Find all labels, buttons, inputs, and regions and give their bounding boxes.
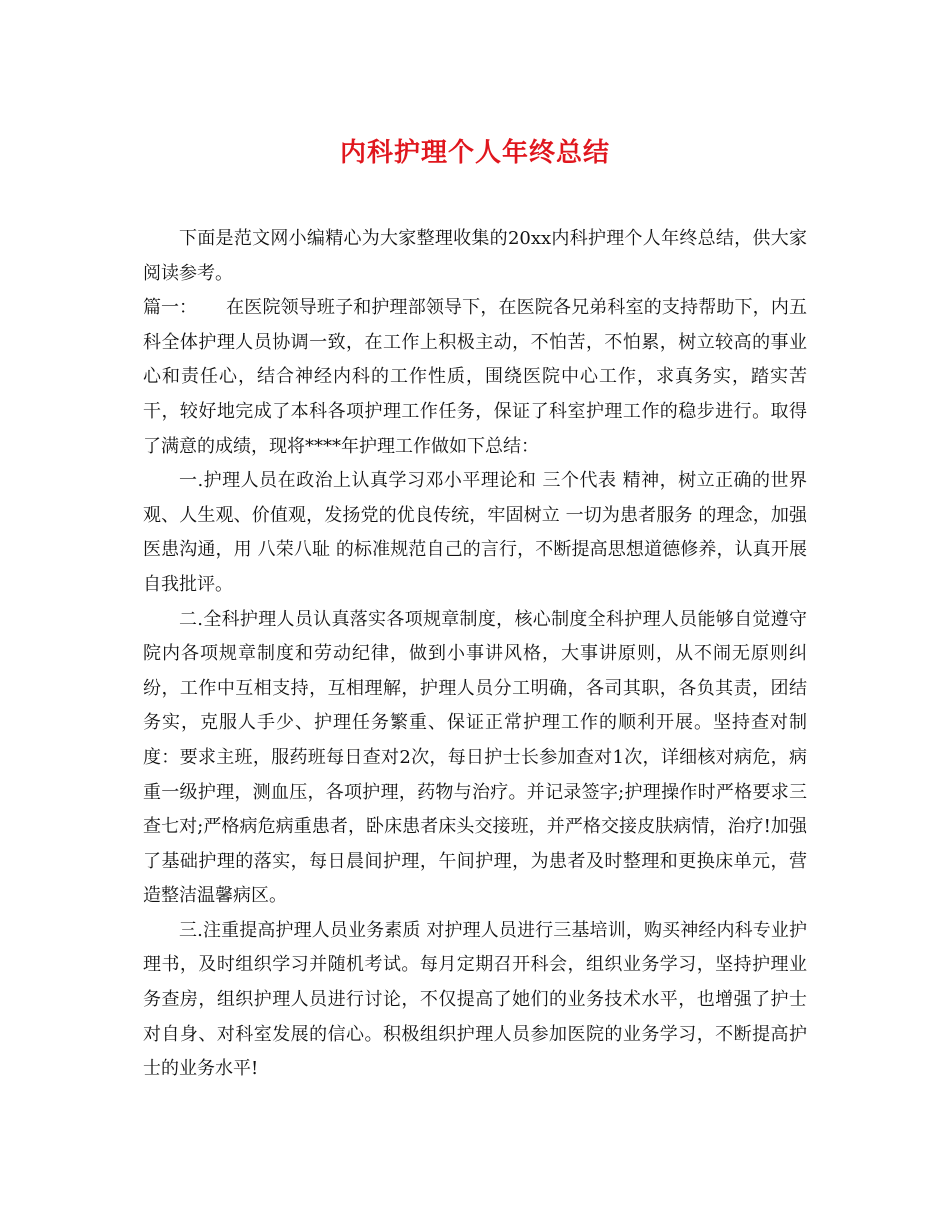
point-two-paragraph: 二.全科护理人员认真落实各项规章制度，核心制度全科护理人员能够自觉遵守院内各项规章制度和劳动纪律，做到小事讲风格，大事讲原则，从不闹无原则纠纷，工作中互相支持，互相理解，护理人员分工明确，各司其职，各负其责，团结务实，克服人手少、护理任务繁重、保证正常护理工作的顺利开展。坚持查对制度：要求主班，服药班每日查对2次，每日护士长参加查对1次，详细核对病危，病重一级护理，测血压，各项护理，药物与治疗。并记录签字;护理操作时严格要求三查七对;严格病危病重患者，卧床患者床头交接班，并严格交接皮肤病情，治疗!加强了基础护理的落实，每日晨间护理，午间护理，为患者及时整理和更换床单元，营造整洁温馨病区。	[143, 608, 807, 907]
intro-paragraph: 下面是范文网小编精心为大家整理收集的20xx内科护理个人年终总结，供大家阅读参考。	[143, 228, 807, 284]
section-one-label: 篇一：	[143, 297, 197, 319]
point-three-paragraph: 三.注重提高护理人员业务素质 对护理人员进行三基培训，购买神经内科专业护理书，及时组织学习并随机考试。每月定期召开科会，组织业务学习，坚持护理业务查房，组织护理人员进行讨论，不仅提高了她们的业务技术水平，也增强了护士对自身、对科室发展的信心。积极组织护理人员参加医院的业务学习，不断提高护士的业务水平!	[143, 919, 807, 1080]
point-one-paragraph: 一.护理人员在政治上认真学习邓小平理论和 三个代表 精神，树立正确的世界观、人生观、价值观，发扬党的优良传统，牢固树立 一切为患者服务 的理念，加强医患沟通，用 八荣八耻 的标准规范自己的言行，不断提高思想道德修养，认真开展自我批评。	[143, 470, 807, 595]
document-title: 内科护理个人年终总结	[339, 138, 610, 168]
section-one-paragraph	[143, 291, 807, 464]
section-one-text: 在医院领导班子和护理部领导下，在医院各兄弟科室的支持帮助下，内五科全体护理人员协调一致，在工作上积极主动，不怕苦，不怕累，树立较高的事业心和责任心，结合神经内科的工作性质，围绕医院中心工作，求真务实，踏实苦干，较好地完成了本科各项护理工作任务，保证了科室护理工作的稳步进行。取得了满意的成绩，现将****年护理工作做如下总结：	[143, 297, 807, 457]
